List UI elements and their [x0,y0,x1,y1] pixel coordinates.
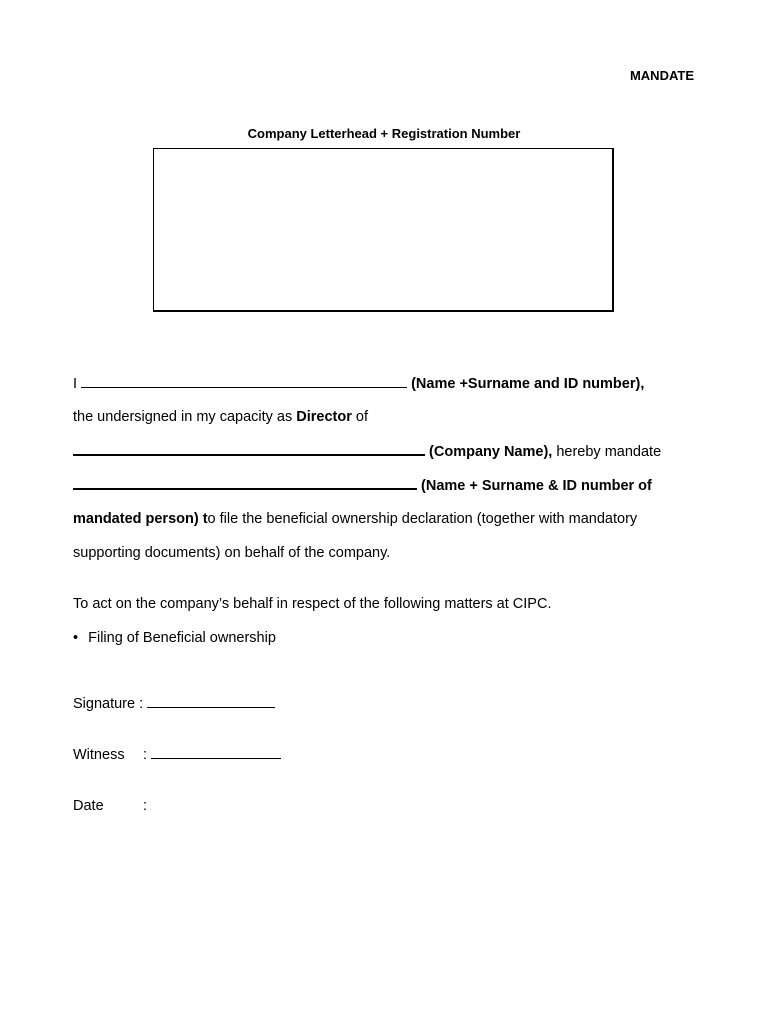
signature-label: Signature : [73,696,144,712]
purpose-line [73,510,637,528]
document-title: MANDATE [629,68,694,83]
person-line [73,475,652,495]
company-blank [73,441,425,456]
name-hint: (Name +Surname and ID number), [411,376,645,392]
person-hint-cont: mandated person) t [73,511,208,527]
witness-label: Witness [73,747,125,763]
letterhead-box [153,148,614,312]
capacity-text: the undersigned in my capacity as [73,409,293,425]
name-line [73,374,644,393]
capacity-of: of [355,409,369,425]
purpose-text: o file the beneficial ownership declaration (together with mandatory [207,511,638,527]
pronoun-i: I [73,376,78,392]
witness-line [73,745,281,764]
witness-blank [151,745,281,759]
date-label: Date [73,798,104,814]
purpose-line-cont: supporting documents) on behalf of the company. [73,545,391,561]
list-item-label: Filing of Beneficial ownership [88,630,276,646]
person-hint: (Name + Surname & ID number of [421,478,652,494]
name-blank [81,374,407,388]
bullet-icon: • [73,630,79,646]
list-item [73,629,276,647]
matters-intro: To act on the company’s behalf in respect of the following matters at CIPC. [73,596,552,612]
signature-blank [147,694,275,708]
date-line [73,797,147,815]
letterhead-caption: Company Letterhead + Registration Number [247,126,521,141]
company-hint: (Company Name), [429,444,553,460]
date-colon: : [143,798,148,814]
capacity-role: Director [296,409,352,425]
mandate-text: hereby mandate [556,444,662,460]
signature-line [73,694,275,713]
witness-colon: : [143,747,148,763]
company-line [73,441,661,461]
capacity-line [73,408,368,426]
person-blank [73,475,417,490]
